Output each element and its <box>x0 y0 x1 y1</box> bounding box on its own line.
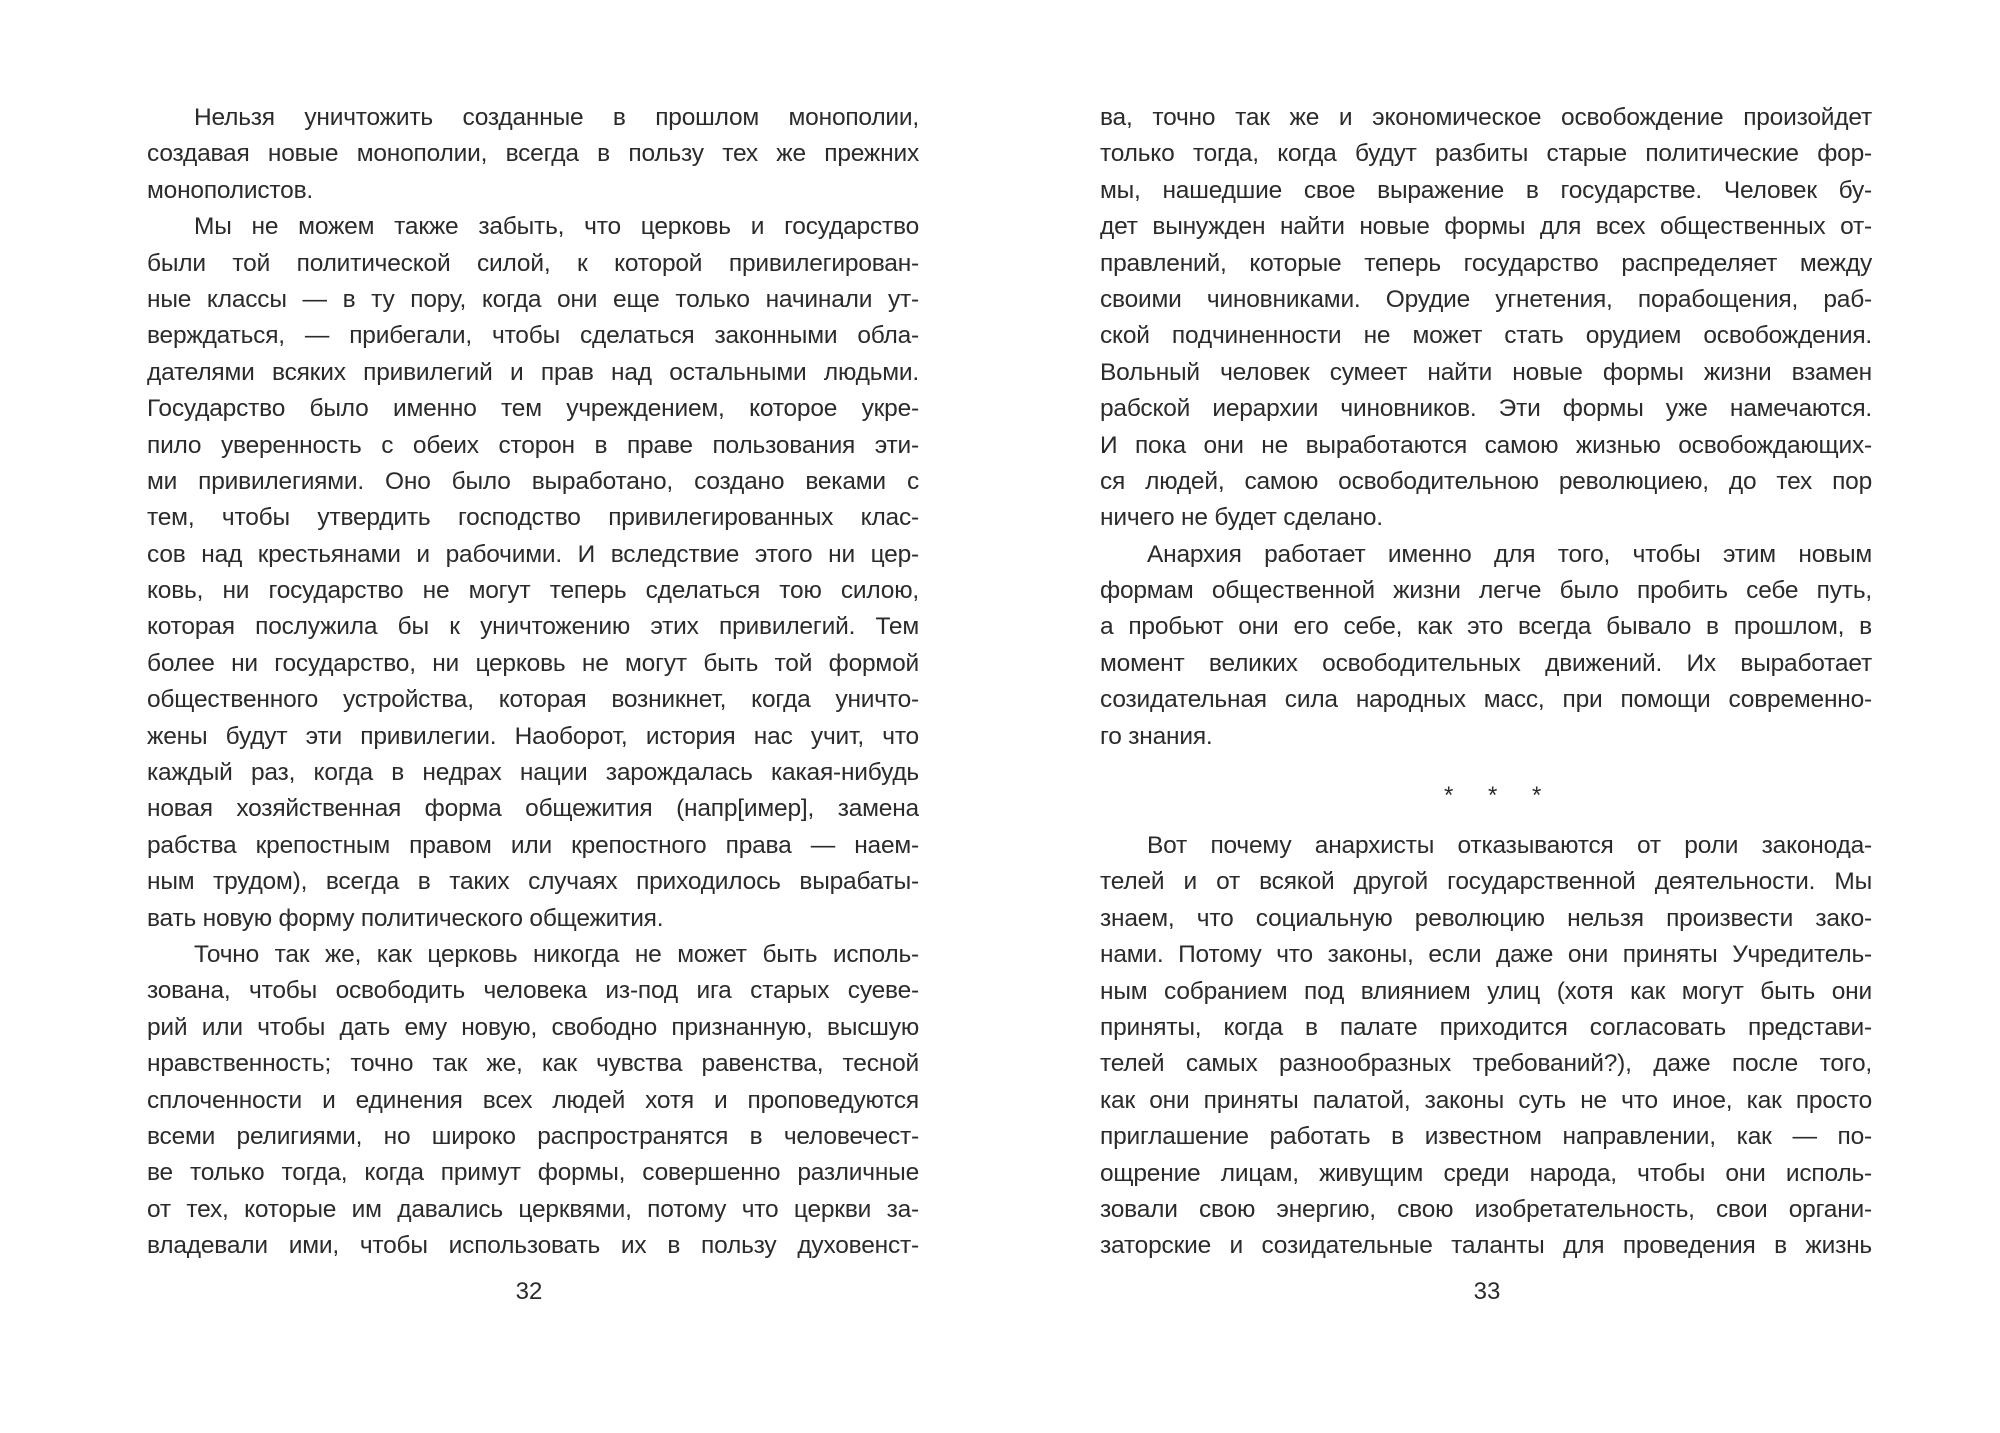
text-line: ощрение лицам, живущим среди народа, чтобы они исполь- <box>1100 1159 1872 1187</box>
text-line: всеми религиями, но широко распространятся в человечест- <box>147 1122 919 1150</box>
text-line: формам общественной жизни легче было пробить себе путь, <box>1100 577 1872 605</box>
text-line: ми привилегиями. Оно было выработано, создано веками с <box>147 467 919 495</box>
page-number: 32 <box>515 1278 543 1305</box>
text-line: рабской иерархии чиновников. Эти формы уже намечаются. <box>1100 395 1872 423</box>
text-line: ные классы — в ту пору, когда они еще только начинали ут- <box>147 285 919 313</box>
right-page <box>1000 0 2000 1433</box>
page-text <box>1100 828 1872 1265</box>
text-line: Нельзя уничтожить созданные в прошлом монополии, <box>194 104 919 131</box>
text-line: каждый раз, когда в недрах нации зарождалась какая-нибудь <box>147 759 919 787</box>
text-line: Анархия работает именно для того, чтобы этим новым <box>1147 540 1872 568</box>
text-line: сплоченности и единения всех людей хотя и проповедуются <box>147 1086 919 1114</box>
text-line: Точно так же, как церковь никогда не может быть исполь- <box>194 940 919 968</box>
text-line: были той политической силой, к которой привилегирован- <box>147 249 919 277</box>
text-line: телей самых разнообразных требований?), даже после того, <box>1100 1050 1872 1078</box>
text-line: Вольный человек сумеет найти новые формы жизни взамен <box>1100 358 1872 386</box>
text-line: сов над крестьянами и рабочими. И вследствие этого ни цер- <box>147 540 919 568</box>
paragraph <box>147 937 919 1265</box>
text-line: рий или чтобы дать ему новую, свободно признанную, высшую <box>147 1013 919 1041</box>
text-line: жены будут эти привилегии. Наоборот, история нас учит, что <box>147 722 919 750</box>
text-line: ва, точно так же и экономическое освобождение произойдет <box>1100 104 1872 131</box>
text-line: вать новую форму политического общежития. <box>147 904 664 932</box>
text-line: новая хозяйственная форма общежития (напр[имер], замена <box>147 795 919 823</box>
paragraph <box>147 209 919 937</box>
text-line: зовали свою энергию, свою изобретательность, свои органи- <box>1100 1195 1872 1223</box>
text-line: тем, чтобы утвердить господство привилегированных клас- <box>147 504 919 532</box>
text-line: ным трудом), всегда в таких случаях приходилось вырабаты- <box>147 868 919 896</box>
text-line: а пробьют они его себе, как это всегда бывало в прошлом, в <box>1100 613 1872 641</box>
text-line: рабства крепостным правом или крепостного права — наем- <box>147 831 919 859</box>
text-line: ным собранием под влиянием улиц (хотя как могут быть они <box>1100 977 1872 1005</box>
text-line: только тогда, когда будут разбиты старые политические фор- <box>1100 140 1872 168</box>
text-line: мы, нашедшие свое выражение в государстве. Человек бу- <box>1100 176 1872 204</box>
text-line: приняты, когда в палате приходится согласовать представи- <box>1100 1013 1872 1041</box>
text-line: своими чиновниками. Орудие угнетения, порабощения, раб- <box>1100 285 1872 313</box>
text-line: верждаться, — прибегали, чтобы сделаться законными обла- <box>147 322 919 350</box>
page-text <box>1100 100 1872 755</box>
paragraph <box>147 100 919 209</box>
text-line: телей и от всякой другой государственной деятельности. Мы <box>1100 868 1872 896</box>
paragraph <box>1100 537 1872 755</box>
text-line: нами. Потому что законы, если даже они приняты Учредитель- <box>1100 941 1872 969</box>
text-line: созидательная сила народных масс, при помощи современно- <box>1100 686 1872 714</box>
text-line: Мы не можем также забыть, что церковь и государство <box>194 213 919 241</box>
text-line: которая послужила бы к уничтожению этих привилегий. Тем <box>147 613 919 641</box>
text-line: ской подчиненности не может стать орудием освобождения. <box>1100 322 1872 350</box>
text-line: ся людей, самою освободительною революциею, до тех пор <box>1100 467 1872 495</box>
section-separator: * * * <box>1444 782 1556 809</box>
text-line: создавая новые монополии, всегда в пользу тех же прежних <box>147 140 919 168</box>
text-line: как они приняты палатой, законы суть не что иное, как просто <box>1100 1086 1872 1114</box>
text-line: более ни государство, ни церковь не могут быть той формой <box>147 649 919 677</box>
text-line: правлений, которые теперь государство распределяет между <box>1100 249 1872 277</box>
text-line: го знания. <box>1100 722 1213 750</box>
text-line: от тех, которые им давались церквями, потому что церкви за- <box>147 1195 919 1223</box>
paragraph <box>1100 828 1872 1265</box>
text-line: дателями всяких привилегий и прав над остальными людьми. <box>147 358 919 386</box>
text-line: зована, чтобы освободить человека из-под ига старых суеве- <box>147 977 919 1005</box>
text-line: владевали ими, чтобы использовать их в пользу духовенст- <box>147 1232 919 1260</box>
text-line: ве только тогда, когда примут формы, совершенно различные <box>147 1159 919 1187</box>
page-text <box>147 100 919 1265</box>
text-line: момент великих освободительных движений. Их выработает <box>1100 649 1872 677</box>
text-line: дет вынужден найти новые формы для всех общественных от- <box>1100 213 1872 241</box>
text-line: знаем, что социальную революцию нельзя произвести зако- <box>1100 904 1872 932</box>
text-line: приглашение работать в известном направлении, как — по- <box>1100 1123 1872 1151</box>
text-line: заторские и созидательные таланты для проведения в жизнь <box>1100 1232 1872 1260</box>
text-line: Вот почему анархисты отказываются от роли законода- <box>1147 832 1872 859</box>
text-line: пило уверенность с обеих сторон в праве пользования эти- <box>147 431 919 459</box>
text-line: Государство было именно тем учреждением, которое укре- <box>147 395 919 423</box>
text-line: И пока они не выработаются самою жизнью освобождающих- <box>1100 431 1872 459</box>
text-line: общественного устройства, которая возникнет, когда уничто- <box>147 686 919 714</box>
paragraph <box>1100 100 1872 537</box>
text-line: ничего не будет сделано. <box>1100 504 1383 532</box>
text-line: монополистов. <box>147 176 314 204</box>
page-number: 33 <box>1473 1278 1501 1305</box>
text-line: нравственность; точно так же, как чувства равенства, тесной <box>147 1050 919 1078</box>
text-line: ковь, ни государство не могут теперь сделаться тою силою, <box>147 577 919 605</box>
